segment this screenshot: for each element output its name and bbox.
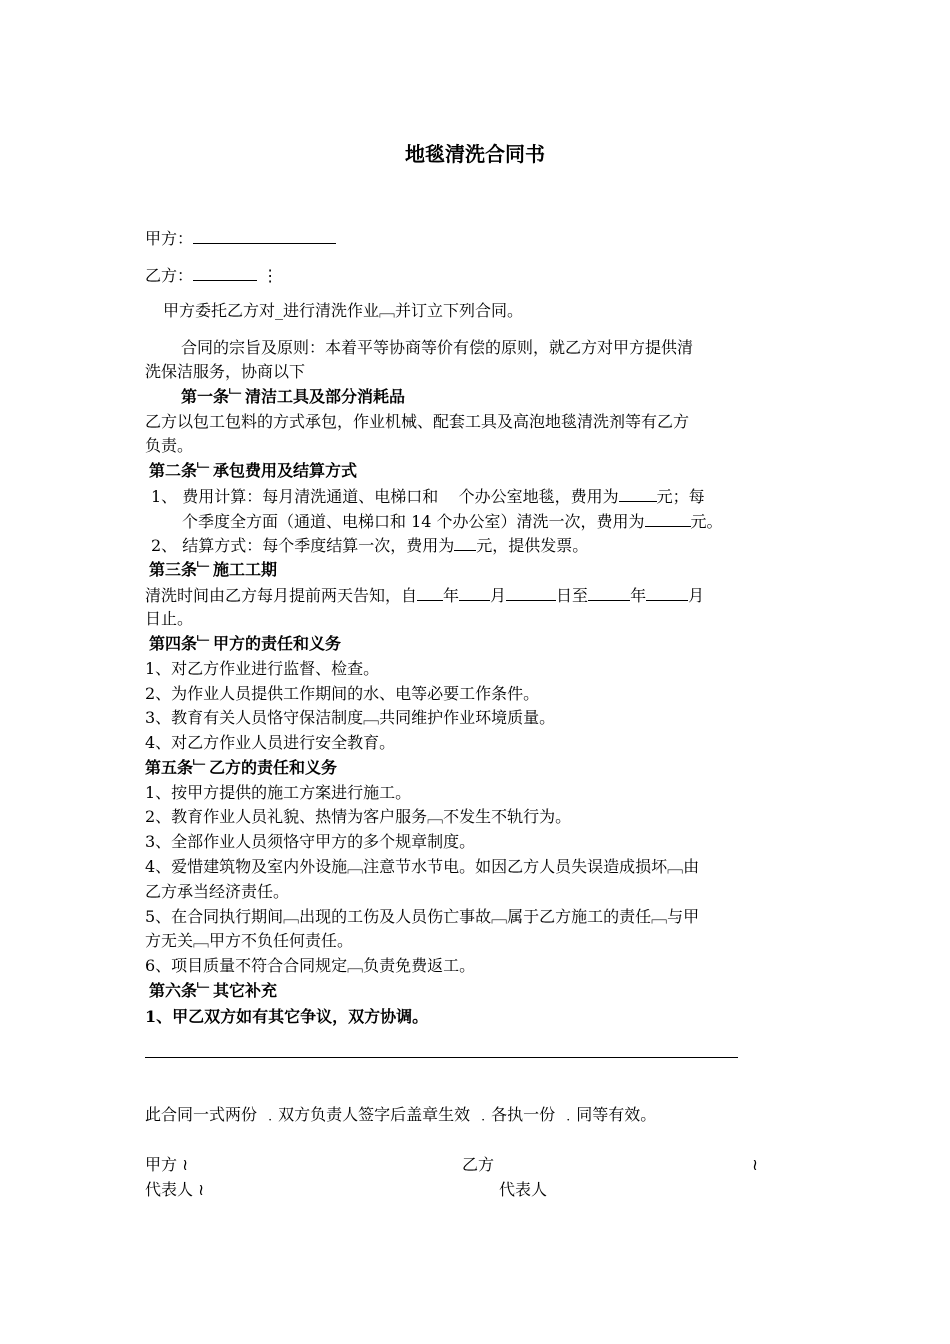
period-text: 清洗时间由乙方每月提前两天告知，自 bbox=[145, 586, 418, 605]
article-3-text-end: 日止。 bbox=[145, 609, 194, 628]
start-year-blank bbox=[417, 582, 443, 601]
party-b-blank bbox=[193, 262, 257, 281]
purpose-line-2: 洗保洁服务，协商以下 bbox=[145, 362, 306, 381]
article-2-title: 第二条﹂承包费用及结算方式 bbox=[149, 461, 358, 480]
fee-calc-text-3: 元；每 bbox=[656, 487, 705, 506]
article-2-item-1 bbox=[151, 483, 816, 509]
party-a-label: 甲方： bbox=[145, 229, 194, 248]
end-year-blank bbox=[588, 582, 630, 601]
article-1-title: 第一条﹂清洁工具及部分消耗品 bbox=[181, 387, 406, 406]
separator-mark: ﹇ bbox=[379, 301, 396, 320]
article-4-title: 第四条﹂甲方的责任和义务 bbox=[149, 634, 342, 653]
fee-calc-text-4: 个季度全方面（通道、电梯口和 14 个办公室）清洗一次，费用为 bbox=[182, 512, 645, 531]
settlement-text: 2、 结算方式：每个季度结算一次，费用为 bbox=[151, 536, 455, 555]
period-month-2: 月 bbox=[688, 586, 705, 605]
fee-calc-text: 1、 费用计算：每月清洗通道、电梯口和 bbox=[151, 487, 439, 506]
start-day-blank bbox=[506, 582, 556, 601]
settlement-blank bbox=[454, 532, 476, 551]
party-b-line bbox=[145, 262, 810, 288]
fee-calc-text-2: 个办公室地毯，费用为 bbox=[458, 487, 619, 506]
signature-mark: ≀ bbox=[752, 1155, 758, 1174]
representative-b: 代表人 bbox=[499, 1180, 548, 1199]
start-month-blank bbox=[459, 582, 490, 601]
signature-party-a: 甲方 ≀ bbox=[145, 1155, 189, 1174]
article-5-item: 1、按甲方提供的施工方案进行施工。 bbox=[145, 783, 412, 802]
article-3-title: 第三条﹂施工工期 bbox=[149, 560, 278, 579]
settlement-text-2: 元，提供发票。 bbox=[476, 536, 589, 555]
article-5-item: 6、项目质量不符合合同规定﹇负责免费返工。 bbox=[145, 956, 476, 975]
intro-line bbox=[163, 298, 828, 323]
article-5-item: 乙方承当经济责任。 bbox=[145, 882, 290, 901]
article-4-item: 4、对乙方作业人员进行安全教育。 bbox=[145, 733, 396, 752]
article-5-item: 4、爱惜建筑物及室内外设施﹇注意节水节电。如因乙方人员失误造成损坏﹇由 bbox=[145, 857, 700, 876]
article-6-title: 第六条﹂其它补充 bbox=[149, 981, 278, 1000]
representative-a: 代表人 ≀ bbox=[145, 1180, 205, 1199]
article-2-item-2 bbox=[151, 532, 816, 558]
intro-text-end: 并订立下列合同。 bbox=[395, 301, 524, 320]
closing-statement: 此合同一式两份 ﹒双方负责人签字后盖章生效 ﹒各执一份 ﹒同等有效。 bbox=[145, 1105, 657, 1124]
signature-party-b: 乙方 bbox=[462, 1155, 495, 1174]
article-5-item: 3、全部作业人员须恪守甲方的多个规章制度。 bbox=[145, 832, 476, 851]
party-b-label: 乙方： bbox=[145, 266, 194, 285]
article-2-item-1-cont bbox=[182, 508, 847, 534]
end-month-blank bbox=[646, 582, 688, 601]
period-to: 日至 bbox=[556, 586, 589, 605]
party-a-line bbox=[145, 225, 810, 251]
article-4-item: 1、对乙方作业进行监督、检查。 bbox=[145, 659, 380, 678]
fee-blank-1 bbox=[619, 483, 657, 502]
period-month: 月 bbox=[490, 586, 507, 605]
purpose-line-1: 合同的宗旨及原则：本着平等协商等价有偿的原则，就乙方对甲方提供清 bbox=[181, 338, 694, 357]
document-title: 地毯清洗合同书 bbox=[405, 142, 545, 166]
party-a-blank bbox=[193, 225, 336, 244]
fee-calc-text-5: 元。 bbox=[690, 512, 723, 531]
article-5-item: 2、教育作业人员礼貌、热情为客户服务﹇不发生不轨行为。 bbox=[145, 807, 572, 826]
article-4-item: 3、教育有关人员恪守保洁制度﹇共同维护作业环境质量。 bbox=[145, 708, 556, 727]
article-5-item: 方无关﹇甲方不负任何责任。 bbox=[145, 931, 354, 950]
article-6-item: 1、甲乙双方如有其它争议，双方协调。 bbox=[145, 1007, 429, 1026]
article-1-text-2: 负责。 bbox=[145, 436, 194, 455]
article-5-title: 第五条﹂乙方的责任和义务 bbox=[145, 758, 338, 777]
period-year: 年 bbox=[443, 586, 460, 605]
party-b-mark: ⋮ bbox=[262, 266, 279, 285]
article-3-text bbox=[145, 582, 810, 608]
fee-blank-2 bbox=[645, 508, 691, 527]
article-1-text-1: 乙方以包工包料的方式承包，作业机械、配套工具及高泡地毯清洗剂等有乙方 bbox=[145, 412, 690, 431]
separator-line bbox=[145, 1057, 738, 1058]
article-5-item: 5、在合同执行期间﹇出现的工伤及人员伤亡事故﹇属于乙方施工的责任﹇与甲 bbox=[145, 907, 700, 926]
article-4-item: 2、为作业人员提供工作期间的水、电等必要工作条件。 bbox=[145, 684, 540, 703]
intro-text: 甲方委托乙方对_进行清洗作业 bbox=[163, 301, 380, 320]
period-year-2: 年 bbox=[630, 586, 647, 605]
